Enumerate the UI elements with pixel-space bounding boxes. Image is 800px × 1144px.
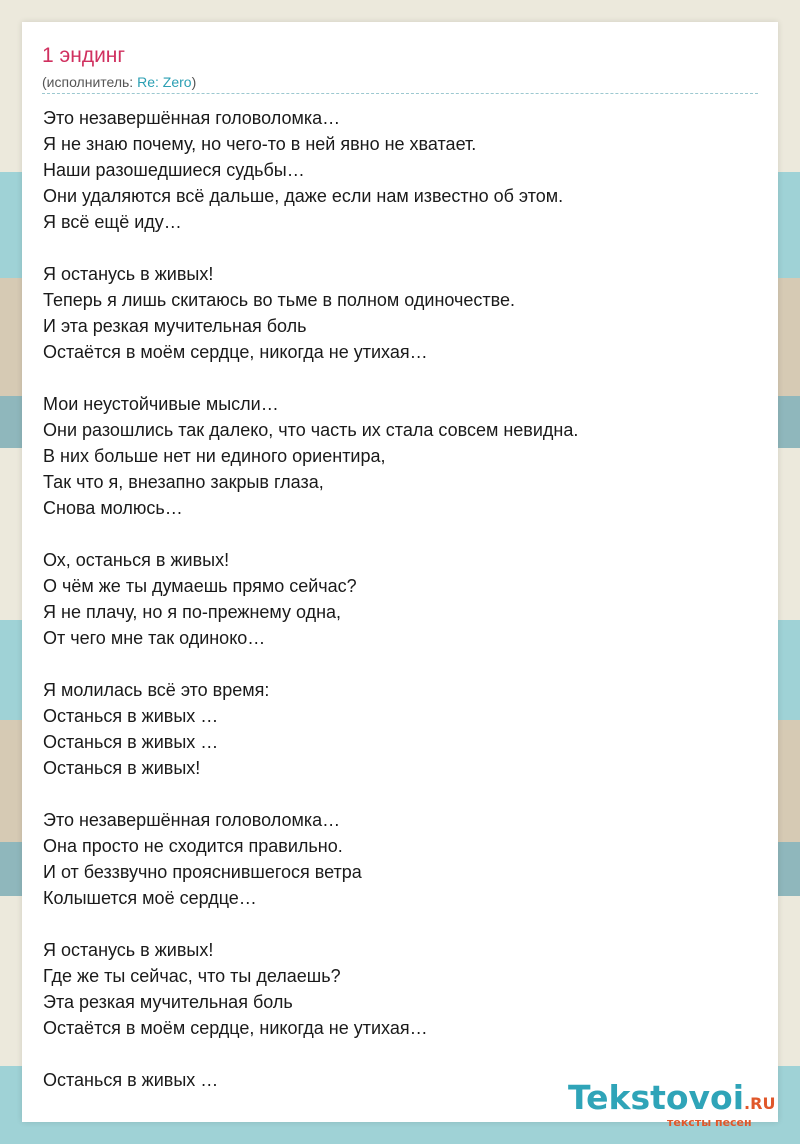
lyrics-body <box>43 105 763 1119</box>
artist-link[interactable]: Re: Zero <box>137 74 192 90</box>
lyrics-stanza <box>43 807 763 911</box>
lyric-line: От чего мне так одиноко… <box>43 628 266 648</box>
lyric-line: Я не знаю почему, но чего-то в ней явно не хватает. <box>43 134 477 154</box>
lyric-line: Остаётся в моём сердце, никогда не утихая… <box>43 1018 428 1038</box>
lyric-line: Останься в живых … <box>43 732 219 752</box>
lyric-line: Теперь я лишь скитаюсь во тьме в полном одиночестве. <box>43 290 515 310</box>
lyric-line: Я молилась всё это время: <box>43 680 270 700</box>
lyric-line: Колышется моё сердце… <box>43 888 257 908</box>
lyrics-stanza <box>43 261 763 365</box>
lyric-line: Останься в живых! <box>43 758 201 778</box>
lyric-line: Эта резкая мучительная боль <box>43 992 293 1012</box>
lyric-line: Останься в живых … <box>43 1070 219 1090</box>
lyric-line: Я не плачу, но я по-прежнему одна, <box>43 602 342 622</box>
logo-name: Tekstovoi <box>568 1078 745 1117</box>
lyric-line: Я всё ещё иду… <box>43 212 182 232</box>
lyrics-card <box>22 22 778 1122</box>
lyric-line: Снова молюсь… <box>43 498 183 518</box>
lyric-line: Я останусь в живых! <box>43 264 214 284</box>
artist-line <box>42 74 196 90</box>
lyric-line: Остаётся в моём сердце, никогда не утихая… <box>43 342 428 362</box>
lyrics-stanza <box>43 937 763 1041</box>
artist-suffix: ) <box>191 74 197 90</box>
lyric-line: Они удаляются всё дальше, даже если нам известно об этом. <box>43 186 564 206</box>
lyric-line: Ох, останься в живых! <box>43 550 230 570</box>
title-divider <box>42 93 758 94</box>
logo-tld: .RU <box>744 1094 776 1113</box>
artist-prefix: (исполнитель: <box>42 74 138 90</box>
lyric-line: Наши разошедшиеся судьбы… <box>43 160 305 180</box>
lyric-line: И эта резкая мучительная боль <box>43 316 307 336</box>
lyric-line: Это незавершённая головоломка… <box>43 810 341 830</box>
lyric-line: В них больше нет ни единого ориентира, <box>43 446 386 466</box>
lyric-line: Они разошлись так далеко, что часть их стала совсем невидна. <box>43 420 579 440</box>
lyric-line: Останься в живых … <box>43 706 219 726</box>
lyrics-stanza <box>43 677 763 781</box>
lyric-line: Я останусь в живых! <box>43 940 214 960</box>
logo-tagline: тексты песен <box>667 1116 752 1129</box>
song-title: 1 эндинг <box>42 44 126 67</box>
lyric-line: Где же ты сейчас, что ты делаешь? <box>43 966 341 986</box>
lyric-line: О чём же ты думаешь прямо сейчас? <box>43 576 357 596</box>
lyric-line: Это незавершённая головоломка… <box>43 108 341 128</box>
lyric-line: Так что я, внезапно закрыв глаза, <box>43 472 324 492</box>
lyric-line: Она просто не сходится правильно. <box>43 836 343 856</box>
lyrics-stanza <box>43 105 763 235</box>
lyrics-stanza <box>43 391 763 521</box>
lyric-line: Мои неустойчивые мысли… <box>43 394 279 414</box>
lyric-line: И от беззвучно прояснившегося ветра <box>43 862 362 882</box>
lyrics-stanza <box>43 547 763 651</box>
